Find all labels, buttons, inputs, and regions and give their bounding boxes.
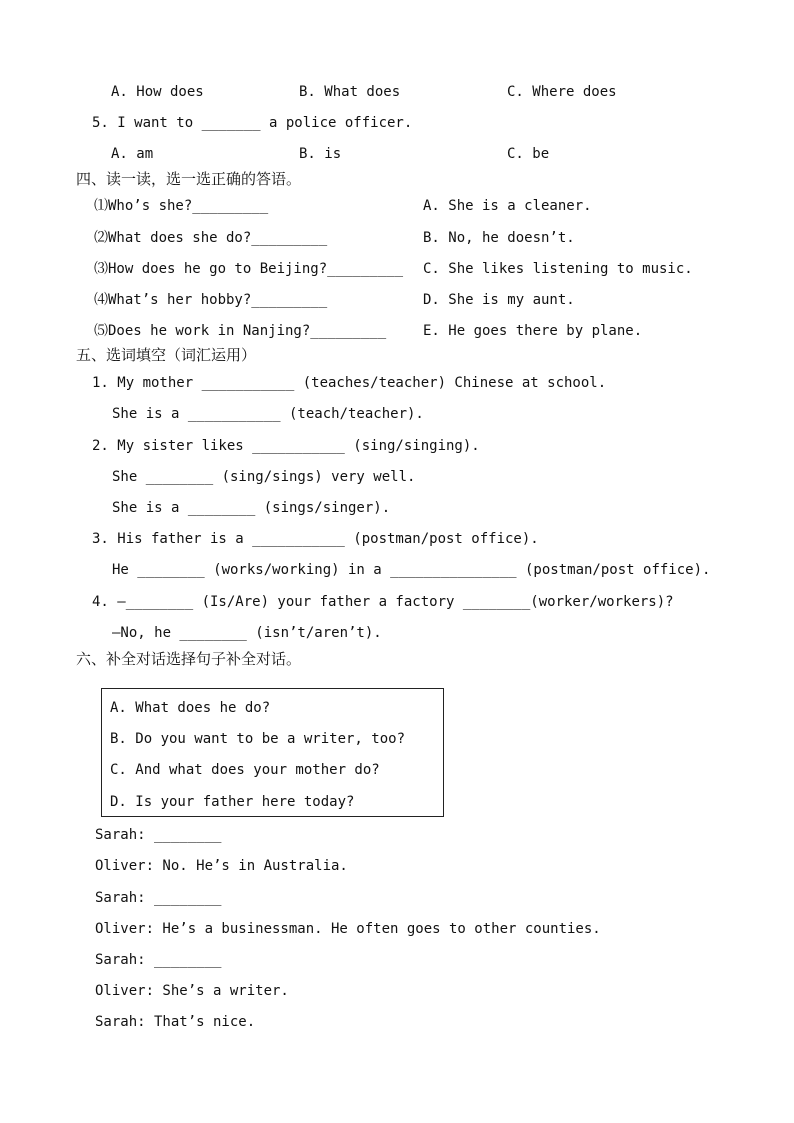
section5-line-7: He ________ (works/working) in a _______________ (postman/post office). <box>112 562 711 578</box>
section5-line-8: 4. —________ (Is/Are) your father a factory ________(worker/workers)? <box>92 594 674 610</box>
section6-option-a: A. What does he do? <box>110 700 271 716</box>
section4-answer-c: C. She likes listening to music. <box>423 261 693 277</box>
section4-answer-d: D. She is my aunt. <box>423 292 575 308</box>
q5-option-a: A. am <box>111 146 154 162</box>
section5-line-1: 1. My mother ___________ (teaches/teacher) Chinese at school. <box>92 375 607 391</box>
section5-line-6: 3. His father is a ___________ (postman/post office). <box>92 531 539 547</box>
section6-option-b: B. Do you want to be a writer, too? <box>110 731 406 747</box>
dialogue-line-4: Oliver: He’s a businessman. He often goes to other counties. <box>95 921 601 937</box>
section5-line-5: She is a ________ (sings/singer). <box>112 500 391 516</box>
section4-question-5: ⑸Does he work in Nanjing?_________ <box>94 323 387 339</box>
q5-stem: 5. I want to _______ a police officer. <box>92 115 413 131</box>
q5-option-c: C. be <box>507 146 550 162</box>
q4-option-c: C. Where does <box>507 84 617 100</box>
section5-line-9: —No, he ________ (isn’t/aren’t). <box>112 625 382 641</box>
dialogue-line-5: Sarah: ________ <box>95 952 222 968</box>
q5-option-b: B. is <box>299 146 342 162</box>
section4-answer-b: B. No, he doesn’t. <box>423 230 575 246</box>
section4-question-1: ⑴Who’s she?_________ <box>94 198 269 214</box>
section4-question-3: ⑶How does he go to Beijing?_________ <box>94 261 404 277</box>
section4-answer-e: E. He goes there by plane. <box>423 323 643 339</box>
dialogue-line-6: Oliver: She’s a writer. <box>95 983 289 999</box>
section5-line-4: She ________ (sing/sings) very well. <box>112 469 416 485</box>
section5-line-2: She is a ___________ (teach/teacher). <box>112 406 424 422</box>
section6-title: 六、补全对话选择句子补全对话。 <box>76 650 302 668</box>
dialogue-line-3: Sarah: ________ <box>95 890 222 906</box>
section5-line-3: 2. My sister likes ___________ (sing/singing). <box>92 438 480 454</box>
section4-title: 四、读一读，选一选正确的答语。 <box>76 170 302 188</box>
q4-option-b: B. What does <box>299 84 401 100</box>
dialogue-line-1: Sarah: ________ <box>95 827 222 843</box>
section4-question-4: ⑷What’s her hobby?_________ <box>94 292 328 308</box>
dialogue-line-2: Oliver: No. He’s in Australia. <box>95 858 348 874</box>
section4-answer-a: A. She is a cleaner. <box>423 198 592 214</box>
dialogue-line-7: Sarah: That’s nice. <box>95 1014 256 1030</box>
section6-option-c: C. And what does your mother do? <box>110 762 380 778</box>
section4-question-2: ⑵What does she do?_________ <box>94 230 328 246</box>
q4-option-a: A. How does <box>111 84 204 100</box>
section5-title: 五、选词填空（词汇运用） <box>76 346 257 364</box>
section6-option-d: D. Is your father here today? <box>110 794 355 810</box>
